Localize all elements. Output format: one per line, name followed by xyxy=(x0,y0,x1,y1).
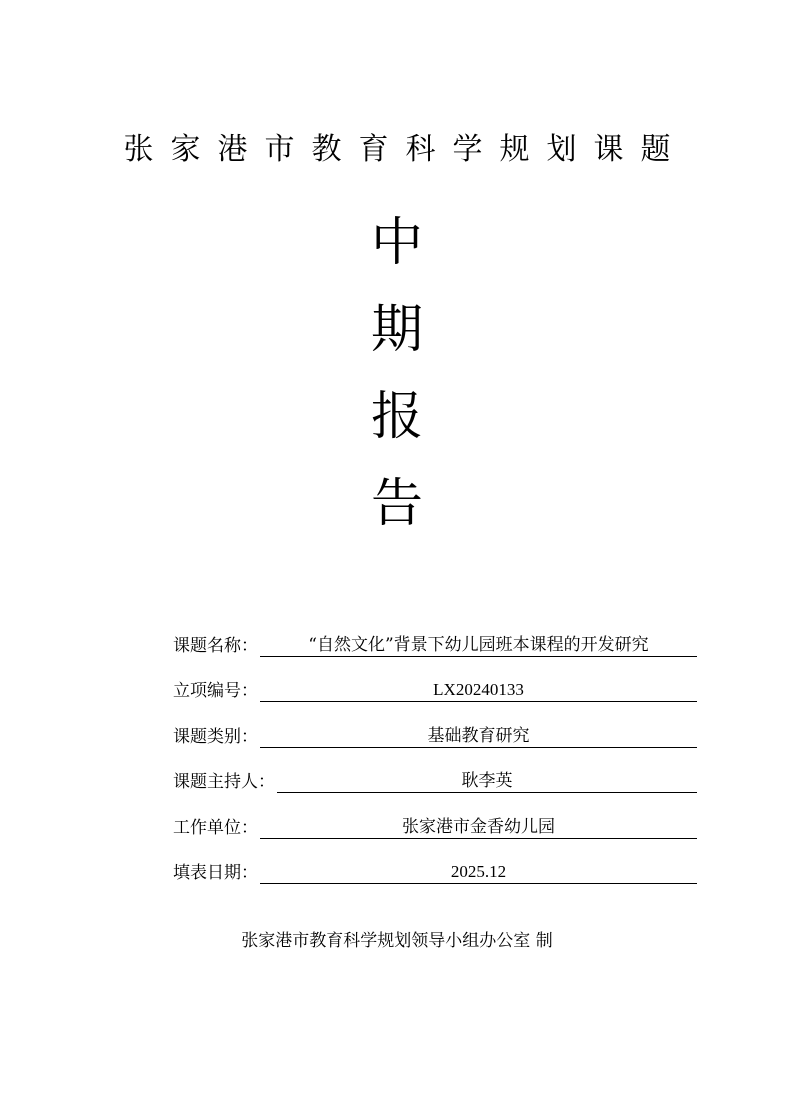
report-title-char-4: 告 xyxy=(370,474,423,534)
unit-label: 工作单位： xyxy=(173,817,258,838)
category-label: 课题类别： xyxy=(173,726,258,747)
date-row xyxy=(173,845,697,891)
document-header-title: 张家港市教育科学规划课题 xyxy=(123,132,688,167)
project-no-label: 立项编号： xyxy=(173,681,258,701)
project-no-value: LX20240133 xyxy=(260,679,697,702)
category-value: 基础教育研究 xyxy=(260,725,697,748)
report-title-char-3: 报 xyxy=(370,387,423,447)
host-row xyxy=(173,754,697,800)
unit-row xyxy=(173,799,697,845)
category-row xyxy=(173,708,697,754)
host-value: 耿李英 xyxy=(277,770,697,793)
report-title xyxy=(0,200,794,548)
topic-name-value: “自然文化”背景下幼儿园班本课程的开发研究 xyxy=(260,634,697,657)
report-title-char-1: 中 xyxy=(370,213,423,273)
topic-name-label: 课题名称： xyxy=(173,635,258,656)
date-label: 填表日期： xyxy=(173,863,258,883)
issuer-footer: 张家港市教育科学规划领导小组办公室 制 xyxy=(241,931,553,951)
host-label: 课题主持人： xyxy=(173,772,275,792)
info-form xyxy=(173,617,697,890)
topic-name-row xyxy=(173,617,697,663)
project-no-row xyxy=(173,663,697,709)
date-value: 2025.12 xyxy=(260,861,697,884)
unit-value: 张家港市金香幼儿园 xyxy=(260,816,697,839)
report-title-char-2: 期 xyxy=(370,300,423,360)
